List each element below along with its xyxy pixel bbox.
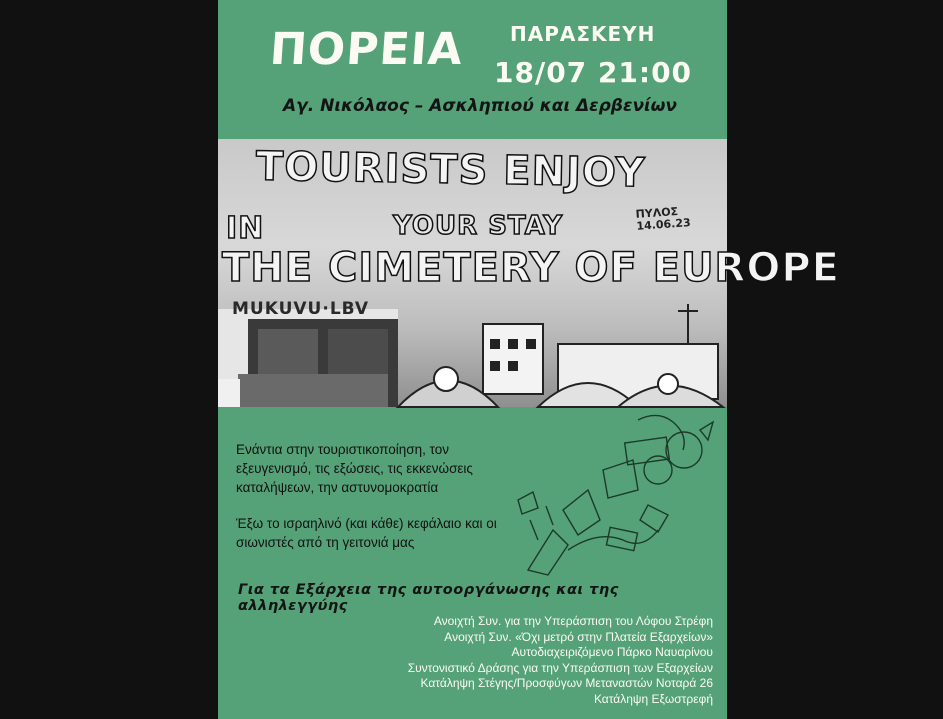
signer-item: Ανοιχτή Συν. «Όχι μετρό στην Πλατεία Εξαρχείων» (444, 629, 713, 644)
graffiti-line-3: IN (226, 211, 265, 246)
signer-item: Κατάληψη Στέγης/Προσφύγων Μεταναστών Νοταρά 26 (420, 676, 713, 691)
neighborhood-doodle-illustration (508, 410, 718, 580)
graffiti-line-1: TOURISTS ENJOY (255, 143, 646, 197)
signer-item: Συντονιστικό Δράσης για την Υπεράσπιση των Εξαρχείων (407, 660, 713, 675)
graffiti-tag (635, 205, 691, 233)
poster-location: Αγ. Νικόλαος – Ασκληπιού και Δερβενίων (282, 96, 677, 116)
signer-item: Αυτοδιαχειριζόμενο Πάρκο Ναυαρίνου (511, 645, 713, 660)
poster-title: ΠΟΡΕΙΑ (268, 24, 465, 75)
graffiti-tag-date: 14.06.23 (635, 216, 692, 233)
poster (218, 0, 840, 719)
slogan: Για τα Εξάρχεια της αυτοοργάνωσης και της αλληλεγγύης (238, 582, 619, 614)
graffiti-line-2: YOUR STAY (393, 211, 564, 241)
signer-item: Κατάληψη Εξωστρεφή (593, 691, 713, 706)
graffiti-tag-place: ΠΥΛΟΣ (635, 204, 679, 221)
graffiti-signature: MUKUVU·LBV (232, 299, 370, 319)
signers-list (293, 614, 713, 708)
poster-day: ΠΑΡΑΣΚΕΥΗ (510, 22, 656, 46)
paragraph-1: Ενάντια στην τουριστικοποίηση, τον εξευγενισμό, τις εξώσεις, τις εκκενώσεις καταλήψεων, την αστυνομοκρατία (236, 442, 473, 495)
poster-datetime: 18/07 21:00 (494, 56, 693, 89)
signer-item: Ανοιχτή Συν. για την Υπεράσπιση του Λόφου Στρέφη (433, 614, 713, 628)
paragraph-2: Έξω το ισραηλινό (και κάθε) κεφάλαιο και οι σιωνιστές από τη γειτονιά μας (236, 516, 497, 550)
graffiti-photo (218, 139, 840, 407)
graffiti-line-4: THE CIMETERY OF EUROPE (222, 245, 840, 291)
